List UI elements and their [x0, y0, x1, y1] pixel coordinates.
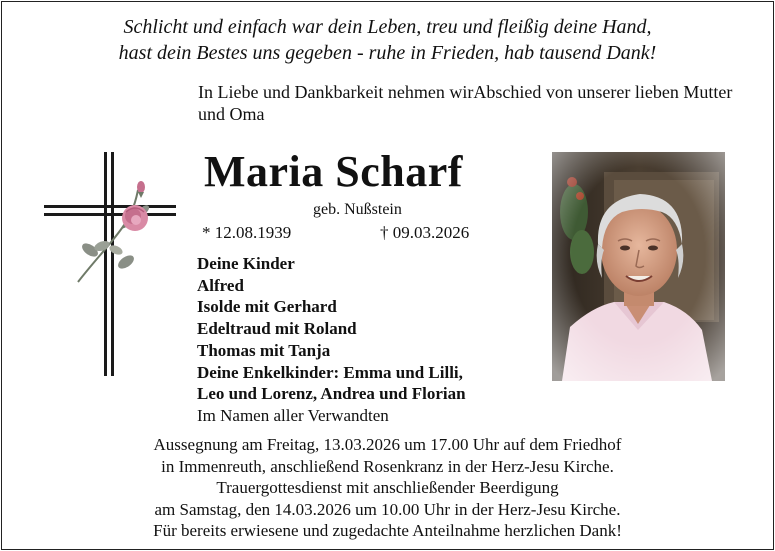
intro-text: In Liebe und Dankbarkeit nehmen wirAbschied von unserer lieben Mutter und Oma	[198, 82, 733, 124]
mourners-list	[197, 253, 557, 427]
cross-with-rose-icon	[40, 150, 180, 387]
deceased-name: Maria Scharf	[204, 147, 463, 196]
birth-date: * 12.08.1939	[202, 223, 292, 242]
mourner-line: Thomas mit Tanja	[197, 340, 331, 360]
mourners-closing: Im Namen aller Verwandten	[197, 405, 389, 425]
mourner-line: Edeltraud mit Roland	[197, 319, 357, 339]
service-line: am Samstag, den 14.03.2026 um 10.00 Uhr in der Herz-Jesu Kirche.	[154, 499, 621, 519]
poem-line: hast dein Bestes uns gegeben - ruhe in Frieden, hab tausend Dank!	[118, 42, 657, 64]
mourner-line: Isolde mit Gerhard	[197, 297, 337, 317]
mourner-line: Leo und Lorenz, Andrea und Florian	[197, 384, 466, 404]
service-details	[0, 434, 775, 542]
mourner-line: Deine Kinder	[197, 254, 295, 273]
death-date: † 09.03.2026	[380, 223, 470, 242]
poem-line: Schlicht und einfach war dein Leben, treu und fleißig deine Hand,	[123, 16, 652, 38]
mourner-line: Deine Enkelkinder: Emma und Lilli,	[197, 362, 463, 382]
portrait-photo	[552, 152, 725, 381]
maiden-name: geb. Nußstein	[313, 201, 402, 218]
mourner-line: Alfred	[197, 275, 244, 295]
service-line: Trauergottesdienst mit anschließender Beerdigung	[216, 478, 559, 498]
poem-verse	[0, 14, 775, 66]
service-line: Für bereits erwiesene und zugedachte Anteilnahme herzlichen Dank!	[153, 521, 622, 541]
service-line: Aussegnung am Freitag, 13.03.2026 um 17.00 Uhr auf dem Friedhof	[153, 435, 622, 454]
service-line: in Immenreuth, anschließend Rosenkranz in der Herz-Jesu Kirche.	[161, 456, 614, 476]
